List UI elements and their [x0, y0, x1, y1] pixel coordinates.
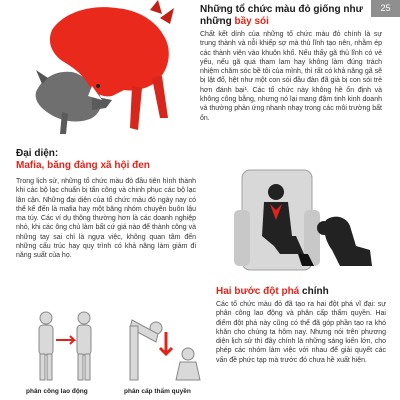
caption-division-of-labor: phân công lao động — [26, 388, 88, 395]
kneeling-man-icon — [324, 217, 372, 266]
section-heading-two-breakthroughs — [216, 286, 386, 298]
down-arrow-icon — [160, 332, 172, 354]
hierarchy-illustration — [124, 306, 208, 384]
paragraph-two-breakthroughs: Các tổ chức màu đỏ đã tạo ra hai đột phá vĩ đại: sự phân công lao động và phân cấp thẩm quyền. Hai điểm đột phá này cũng có thể đã góp phần tạo ra khó khăn cho chúng ta hôm nay. Nhưng nói trên phương diện lịch sử thì đây chính là những sáng kiến lớn, cho phép các nhóm làm việc với nhau để giải quyết các vấn đề phức tạp mà trước đó chưa hề xuất hiện. — [216, 301, 386, 364]
worker-right-icon — [77, 312, 91, 380]
paragraph-red-organizations: Chất kết dính của những tổ chức màu đỏ chính là sự trung thành và nỗi khiếp sợ mà thủ lĩnh tạo nên, nhằm ép các thành viên vào khuôn khổ. Nếu thấy gã thủ lĩnh có vẻ yếu, nếu gã quá tham lam hay không làm đúng trách nhiệm chăm sóc bề tôi của mình, thì rất có khả năng gã sẽ bị lật đổ, hệt như một con sói đầu đàn đã già bị con sói trẻ hơn đánh bại¹. Các tổ chức này không hề ổn định và không công bằng, nhưng nó lại mang đậm tinh kinh doanh và thường phản ứng nhanh nhạy trong các môi trường bất ổn. — [200, 31, 382, 122]
bowing-man-icon — [130, 320, 162, 380]
section-heading-representatives — [16, 148, 206, 172]
worker-left-icon — [39, 312, 53, 380]
paragraph-representatives: Trong lịch sử, những tổ chức màu đỏ đầu tiên hình thành khi các bộ lạc chuẩn bị tấn công và chinh phục các bộ lạc lân cận. Những đại diện của tổ chức màu đỏ ngày nay có thể kể đến là mafia hay một băng nhóm chuyên buôn lậu ma túy. Các ví dụ thông thường hơn là các doanh nghiệp nhỏ, khi các ông chủ làm bất cứ giá nào để thành công và những tay sai chỉ là ngựa việc, không quan tâm đến những cấu trúc hay quy trình có khả năng làm giảm đi năng suất của họ. — [16, 178, 196, 260]
heading-accent-text: bầy sói — [234, 16, 269, 27]
exchange-arrow-icon — [56, 336, 74, 344]
wolves-illustration — [32, 0, 187, 140]
page-number: 25 — [371, 0, 400, 17]
section-heading-red-organizations — [200, 4, 380, 28]
caption-hierarchy-of-authority: phân cấp thẩm quyền — [124, 388, 191, 395]
kneeling-figure-icon — [176, 348, 200, 380]
armchair-illustration — [222, 150, 382, 280]
heading-lead-text: Đại diện: — [16, 148, 59, 159]
division-of-labor-illustration — [26, 310, 106, 384]
heading-accent-text: Hai bước đột phá — [216, 286, 300, 297]
seated-man-icon — [268, 184, 284, 200]
heading-lead-text: Những tổ chức màu đỏ giống như những — [200, 4, 363, 27]
heading-accent-text: Mafia, băng đảng xã hội đen — [16, 160, 150, 171]
heading-tail-text: chính — [302, 286, 329, 297]
